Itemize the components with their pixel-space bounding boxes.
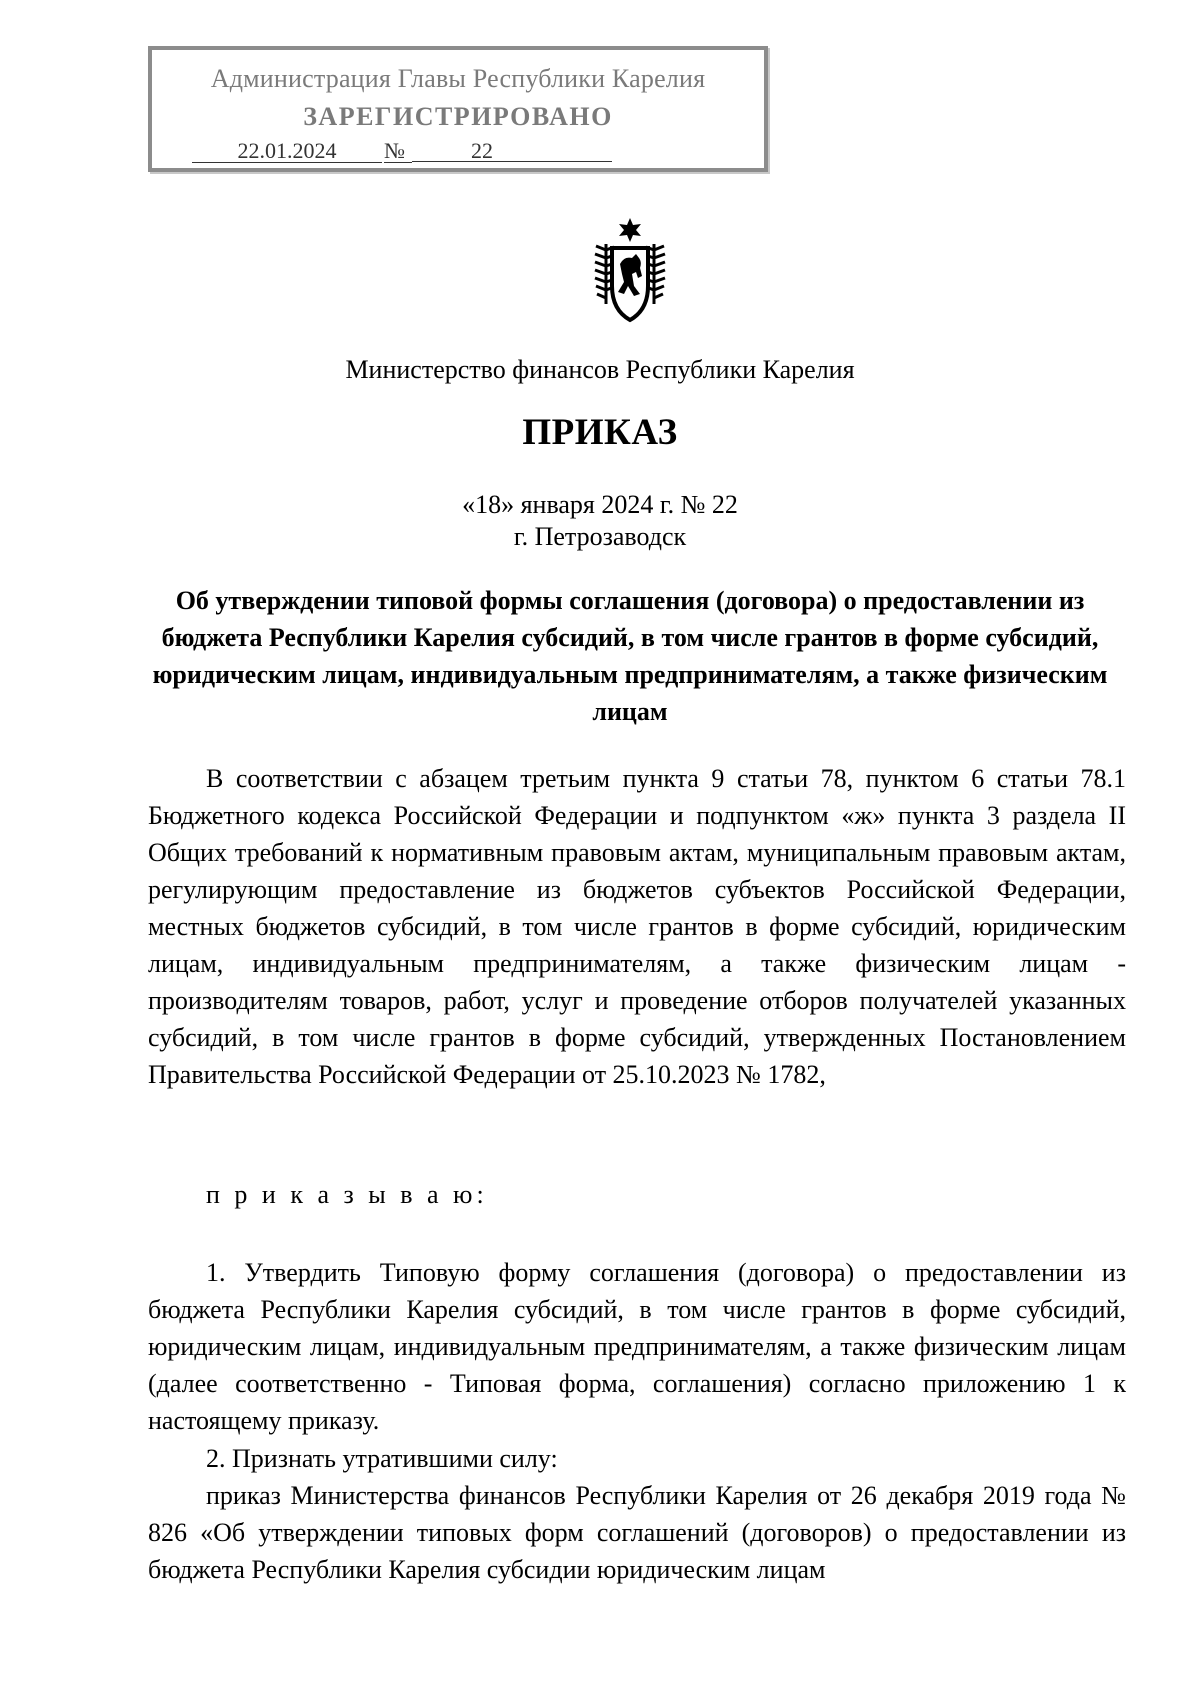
item-2-text-paragraph: приказ Министерства финансов Республики Карелия от 26 декабря 2019 года № 826 «Об утверждении типовых форм соглашений (договоров) о предоставлении из бюджета Республики Карелия субсидии юридическим лицам xyxy=(148,1481,1126,1584)
stamp-status: ЗАРЕГИСТРИРОВАНО xyxy=(303,102,613,131)
document-title: ПРИКАЗ xyxy=(522,412,678,453)
order-city: г. Петрозаводск xyxy=(513,522,687,551)
order-subject: Об утверждении типовой формы соглашения (договора) о предоставлении из бюджета Республики Карелия субсидий, в том числе грантов в форме субсидий, юридическим лицам, индивидуальным предпринимателям, а также физическим лицам xyxy=(152,586,1108,726)
stamp-organization: Администрация Главы Республики Карелия xyxy=(210,64,706,93)
coat-of-arms-icon xyxy=(584,216,676,326)
stamp-number-sign: № xyxy=(384,138,412,163)
item-1-paragraph: 1. Утвердить Типовую форму соглашения (договора) о предоставлении из бюджета Республики Карелия субсидий, в том числе грантов в форме субсидий, юридическим лицам, индивидуальным предпринимателям, а также физическим лицам (далее соответственно - Типовая форма, соглашения) согласно приложению 1 к настоящему приказу. xyxy=(148,1258,1126,1435)
order-date-number: «18» января 2024 г. № 22 xyxy=(462,490,738,519)
preamble-paragraph: В соответствии с абзацем третьим пункта 9 статьи 78, пунктом 6 статьи 78.1 Бюджетного кодекса Российской Федерации и подпунктом «ж» пункта 3 раздела II Общих требований к нормативным правовым актам, муниципальным правовым актам, регулирующим предоставление из бюджетов субъектов Российской Федерации, местных бюджетов субсидий, в том числе грантов в форме субсидий, юридическим лицам, индивидуальным предпринимателям, а также физическим лицам - производителям товаров, работ, услуг и проведение отборов получателей указанных субсидий, в том числе грантов в форме субсидий, утвержденных Постановлением Правительства Российской Федерации от 25.10.2023 № 1782, xyxy=(148,764,1126,1089)
registration-stamp xyxy=(148,46,768,172)
stamp-registration-row xyxy=(192,138,612,164)
item-2-paragraph: 2. Признать утратившими силу: xyxy=(206,1444,558,1473)
stamp-date: 22.01.2024 xyxy=(192,138,382,163)
ministry-name: Министерство финансов Республики Карелия xyxy=(345,355,855,384)
stamp-number: 22 xyxy=(412,138,612,162)
order-directive: п р и к а з ы в а ю: xyxy=(206,1180,488,1209)
